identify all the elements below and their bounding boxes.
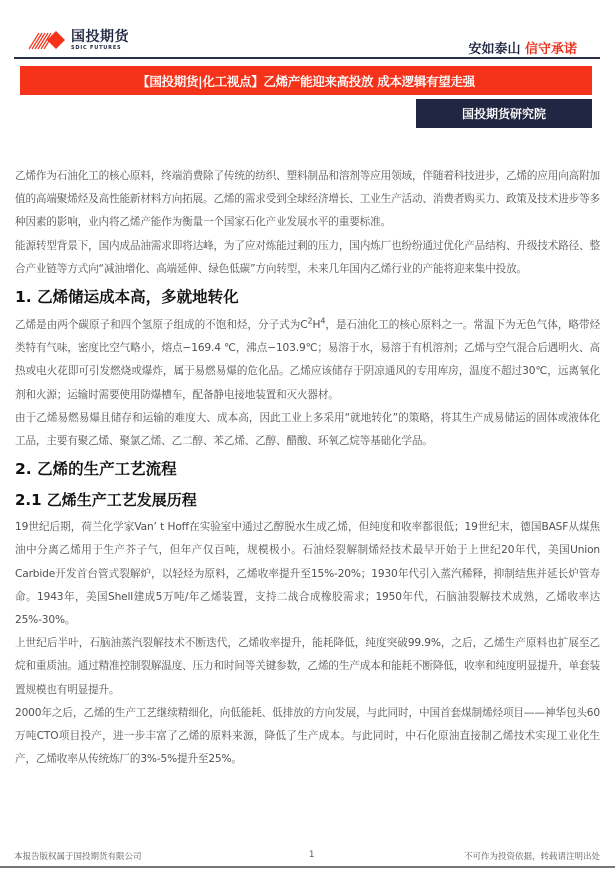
subscript-hydrogen: 4 [320, 316, 326, 326]
slogan [468, 38, 577, 57]
section-2-1-paragraph-1: 19世纪后期，荷兰化学家Van’ t Hoff在实验室中通过乙醇脱水生成乙烯，但纯度和收率都很低；19世纪末，德国BASF从煤焦油中分离乙烯用于生产芥子气，但年产仅百吨，规模极小。石油烃裂解制烯烃技术最早开始于上世纪20年代，美国Union Carbide开发首台管式裂解炉，以轻烃为原料，乙烯收率提升至15%-20%；1930年代引入蒸汽稀释，抑制结焦并延长炉管寿命。1943年，美国Shell建成5万吨/年乙烯装置，支持二战合成橡胶需求；1950年代，石脑油裂解技术成熟，乙烯收率达25%-30%。 [15, 521, 600, 627]
department-badge [416, 99, 592, 128]
text-run: H [312, 319, 321, 332]
page-footer [14, 848, 600, 864]
intro-paragraph-1: 乙烯作为石油化工的核心原料，终端消费除了传统的纺织、塑料制品和溶剂等应用领域，伴随着科技进步，乙烯的应用向高附加值的高端聚烯烃及高性能新材料方向拓展。乙烯的需求受到全球经济增长、工业生产活动、消费者购买力、政策及技术进步等多种因素的影响，业内将乙烯产能作为衡量一个国家石化产业发展水平的重要标准。 [15, 170, 600, 229]
page-number: 1 [309, 850, 315, 860]
section-2-heading: 2. 乙烯的生产工艺流程 [15, 460, 177, 479]
footer-disclaimer: 不可作为投资依据，转载请注明出处 [463, 852, 600, 862]
section-2-1-heading: 2.1 乙烯生产工艺发展历程 [15, 491, 197, 510]
footer-copyright: 本报告版权属于国投期货有限公司 [14, 852, 142, 862]
text-run: 乙烯是由两个碳原子和四个氢原子组成的不饱和烃，分子式为C [15, 319, 308, 332]
company-logo [27, 28, 129, 52]
report-title: 【国投期货|化工视点】乙烯产能迎来高投放 成本逻辑有望走强 [137, 73, 475, 89]
section-2-1-paragraph-3: 2000年之后，乙烯的生产工艺继续精细化，向低能耗、低排放的方向发展，与此同时，中国首套煤制烯烃项目——神华包头60万吨CTO项目投产，进一步丰富了乙烯的原料来源，降低了生产成本。与此同时，中石化原油直接制乙烯技术实现工业化生产，乙烯收率从传统炼厂的3%-5%提升至25%。 [15, 706, 600, 766]
slogan-accent: 信守承诺 [524, 42, 577, 57]
intro-paragraph-2: 能源转型背景下，国内成品油需求即将达峰，为了应对炼能过剩的压力，国内炼厂也纷纷通过优化产品结构、升级技术路径、整合产业链等方式向“减油增化、高端延伸、绿色低碳”方向转型，未来几年国内乙烯行业的产能将迎来集中投放。 [15, 239, 600, 275]
section-1-paragraph-1 [15, 314, 600, 407]
report-title-banner [20, 66, 592, 95]
header-divider [14, 57, 600, 59]
section-1-heading: 1. 乙烯储运成本高，多就地转化 [15, 288, 239, 307]
article-body [15, 165, 600, 771]
slogan-main: 安如泰山 [468, 42, 521, 57]
text-run: ，是石油化工的核心原料之一。常温下为无色气体，略带烃类特有气味，密度比空气略小，熔点−169.4 ℃，沸点−103.9℃；易溶于水，易溶于有机溶剂；乙烯与空气混合后遇明火、高热或电火花即可引发燃烧或爆炸，属于易燃易爆的危化品。乙烯应该储存于阴凉通风的专用库房，温度不超过30℃，远离氧化剂和火源；运输时需要使用防爆槽车，配备静电接地装置和灭火器材。 [15, 319, 600, 401]
department-label: 国投期货研究院 [461, 107, 546, 121]
section-2-1-paragraph-2: 上世纪后半叶，石脑油蒸汽裂解技术不断迭代，乙烯收率提升，能耗降低，纯度突破99.9%，之后，乙烯生产原料也扩展至乙烷和重质油。通过精准控制裂解温度、压力和时间等关键参数，乙烯的生产成本和能耗不断降低，收率和纯度明显提升，单套装置规模也有明显提升。 [15, 637, 600, 696]
logo-chinese-name: 国投期货 [71, 28, 129, 45]
footer-divider [0, 866, 615, 868]
section-1-paragraph-2: 由于乙烯易燃易爆且储存和运输的难度大、成本高，因此工业上多采用“就地转化”的策略，将其生产成易储运的固体或液体化工品，主要有聚乙烯、聚氯乙烯、乙二醇、苯乙烯、乙醇、醋酸、环氧乙烷等基础化学品。 [15, 411, 600, 448]
subscript-carbon: 2 [307, 316, 313, 326]
logo-english-name: SDIC FUTURES [71, 44, 122, 51]
logo-mark-icon [27, 29, 67, 51]
